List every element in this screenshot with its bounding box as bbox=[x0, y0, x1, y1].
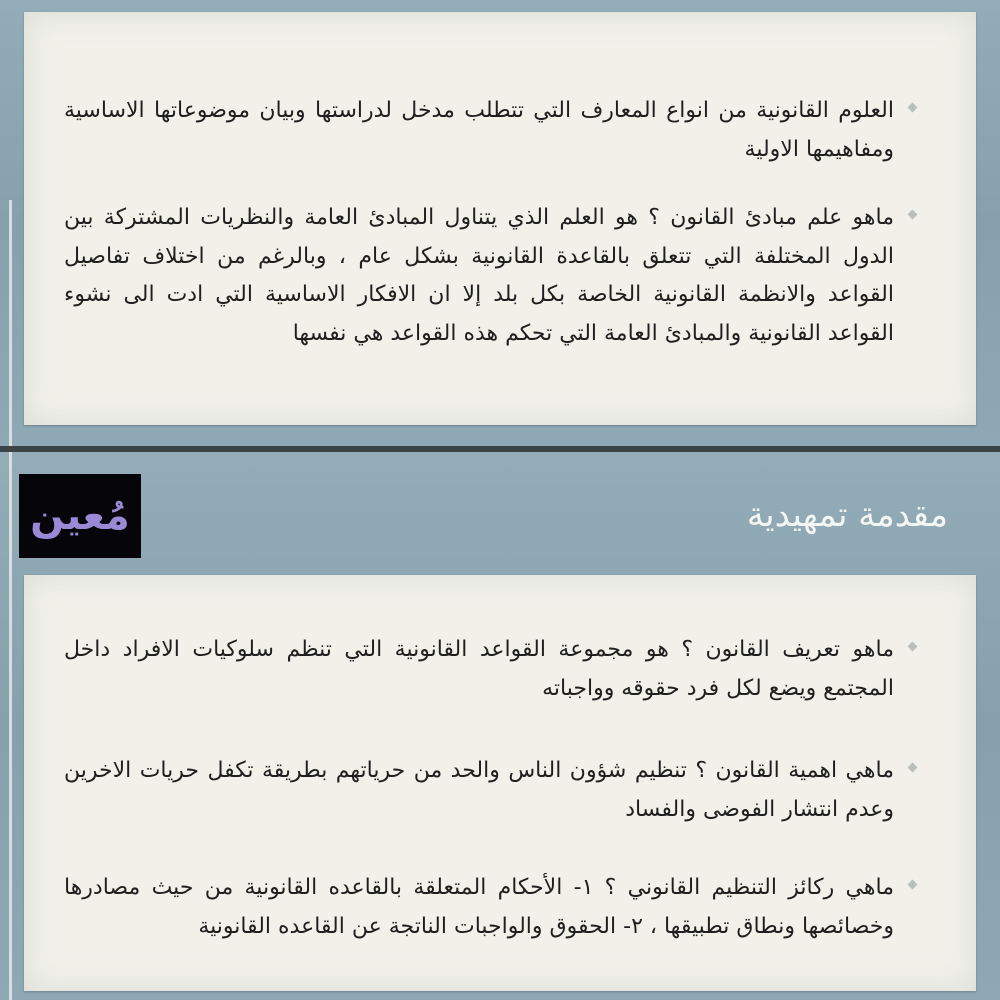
left-accent-bar bbox=[9, 200, 12, 447]
paragraph-text: ماهو تعريف القانون ؟ هو مجموعة القواعد القانونية التي تنظم سلوكيات الافراد داخل المجتمع ويضع لكل فرد حقوقه وواجباته bbox=[64, 637, 894, 701]
diamond-bullet-icon bbox=[908, 880, 918, 890]
diamond-bullet-icon bbox=[908, 642, 918, 652]
bullet-paragraph bbox=[64, 752, 916, 829]
diamond-bullet-icon bbox=[908, 763, 918, 773]
diamond-bullet-icon bbox=[908, 103, 918, 113]
logo-text: مُعين bbox=[30, 493, 130, 539]
paragraph-text: العلوم القانونية من انواع المعارف التي تتطلب مدخل لدراستها وبيان موضوعاتها الاساسية ومفاهيمها الاولية bbox=[64, 98, 894, 162]
bullet-paragraph bbox=[64, 199, 916, 353]
top-content-panel bbox=[24, 12, 976, 425]
bullet-paragraph bbox=[64, 631, 916, 708]
left-accent-bar bbox=[9, 452, 12, 1000]
paragraph-text: ماهو علم مبادئ القانون ؟ هو العلم الذي يتناول المبادئ العامة والنظريات المشتركة بين الدول المختلفة التي تتعلق بالقاعدة القانونية بشكل عام ، وبالرغم من اختلاف تفاصيل القواعد والانظمة القانونية الخاصة بكل بلد إلا ان الافكار الاساسية التي ادت الى نشوء القواعد القانونية والمبادئ العامة التي تحكم هذه القواعد هي نفسها bbox=[64, 205, 894, 346]
bullet-paragraph bbox=[64, 92, 916, 169]
top-slide bbox=[0, 0, 1000, 447]
paragraph-text: ماهي ركائز التنظيم القانوني ؟ ١- الأحكام المتعلقة بالقاعده القانونية من حيث مصادرها وخصائصها ونطاق تطبيقها ، ٢- الحقوق والواجبات الناتجة عن القاعده القانونية bbox=[64, 875, 894, 939]
bottom-content-panel bbox=[24, 575, 976, 991]
bullet-paragraph bbox=[64, 869, 916, 946]
paragraph-text: ماهي اهمية القانون ؟ تنظيم شؤون الناس والحد من حرياتهم بطريقة تكفل حريات الاخرين وعدم انتشار الفوضى والفساد bbox=[64, 758, 894, 822]
diamond-bullet-icon bbox=[908, 210, 918, 220]
slide-title: مقدمة تمهيدية bbox=[746, 495, 948, 535]
logo bbox=[19, 474, 141, 558]
